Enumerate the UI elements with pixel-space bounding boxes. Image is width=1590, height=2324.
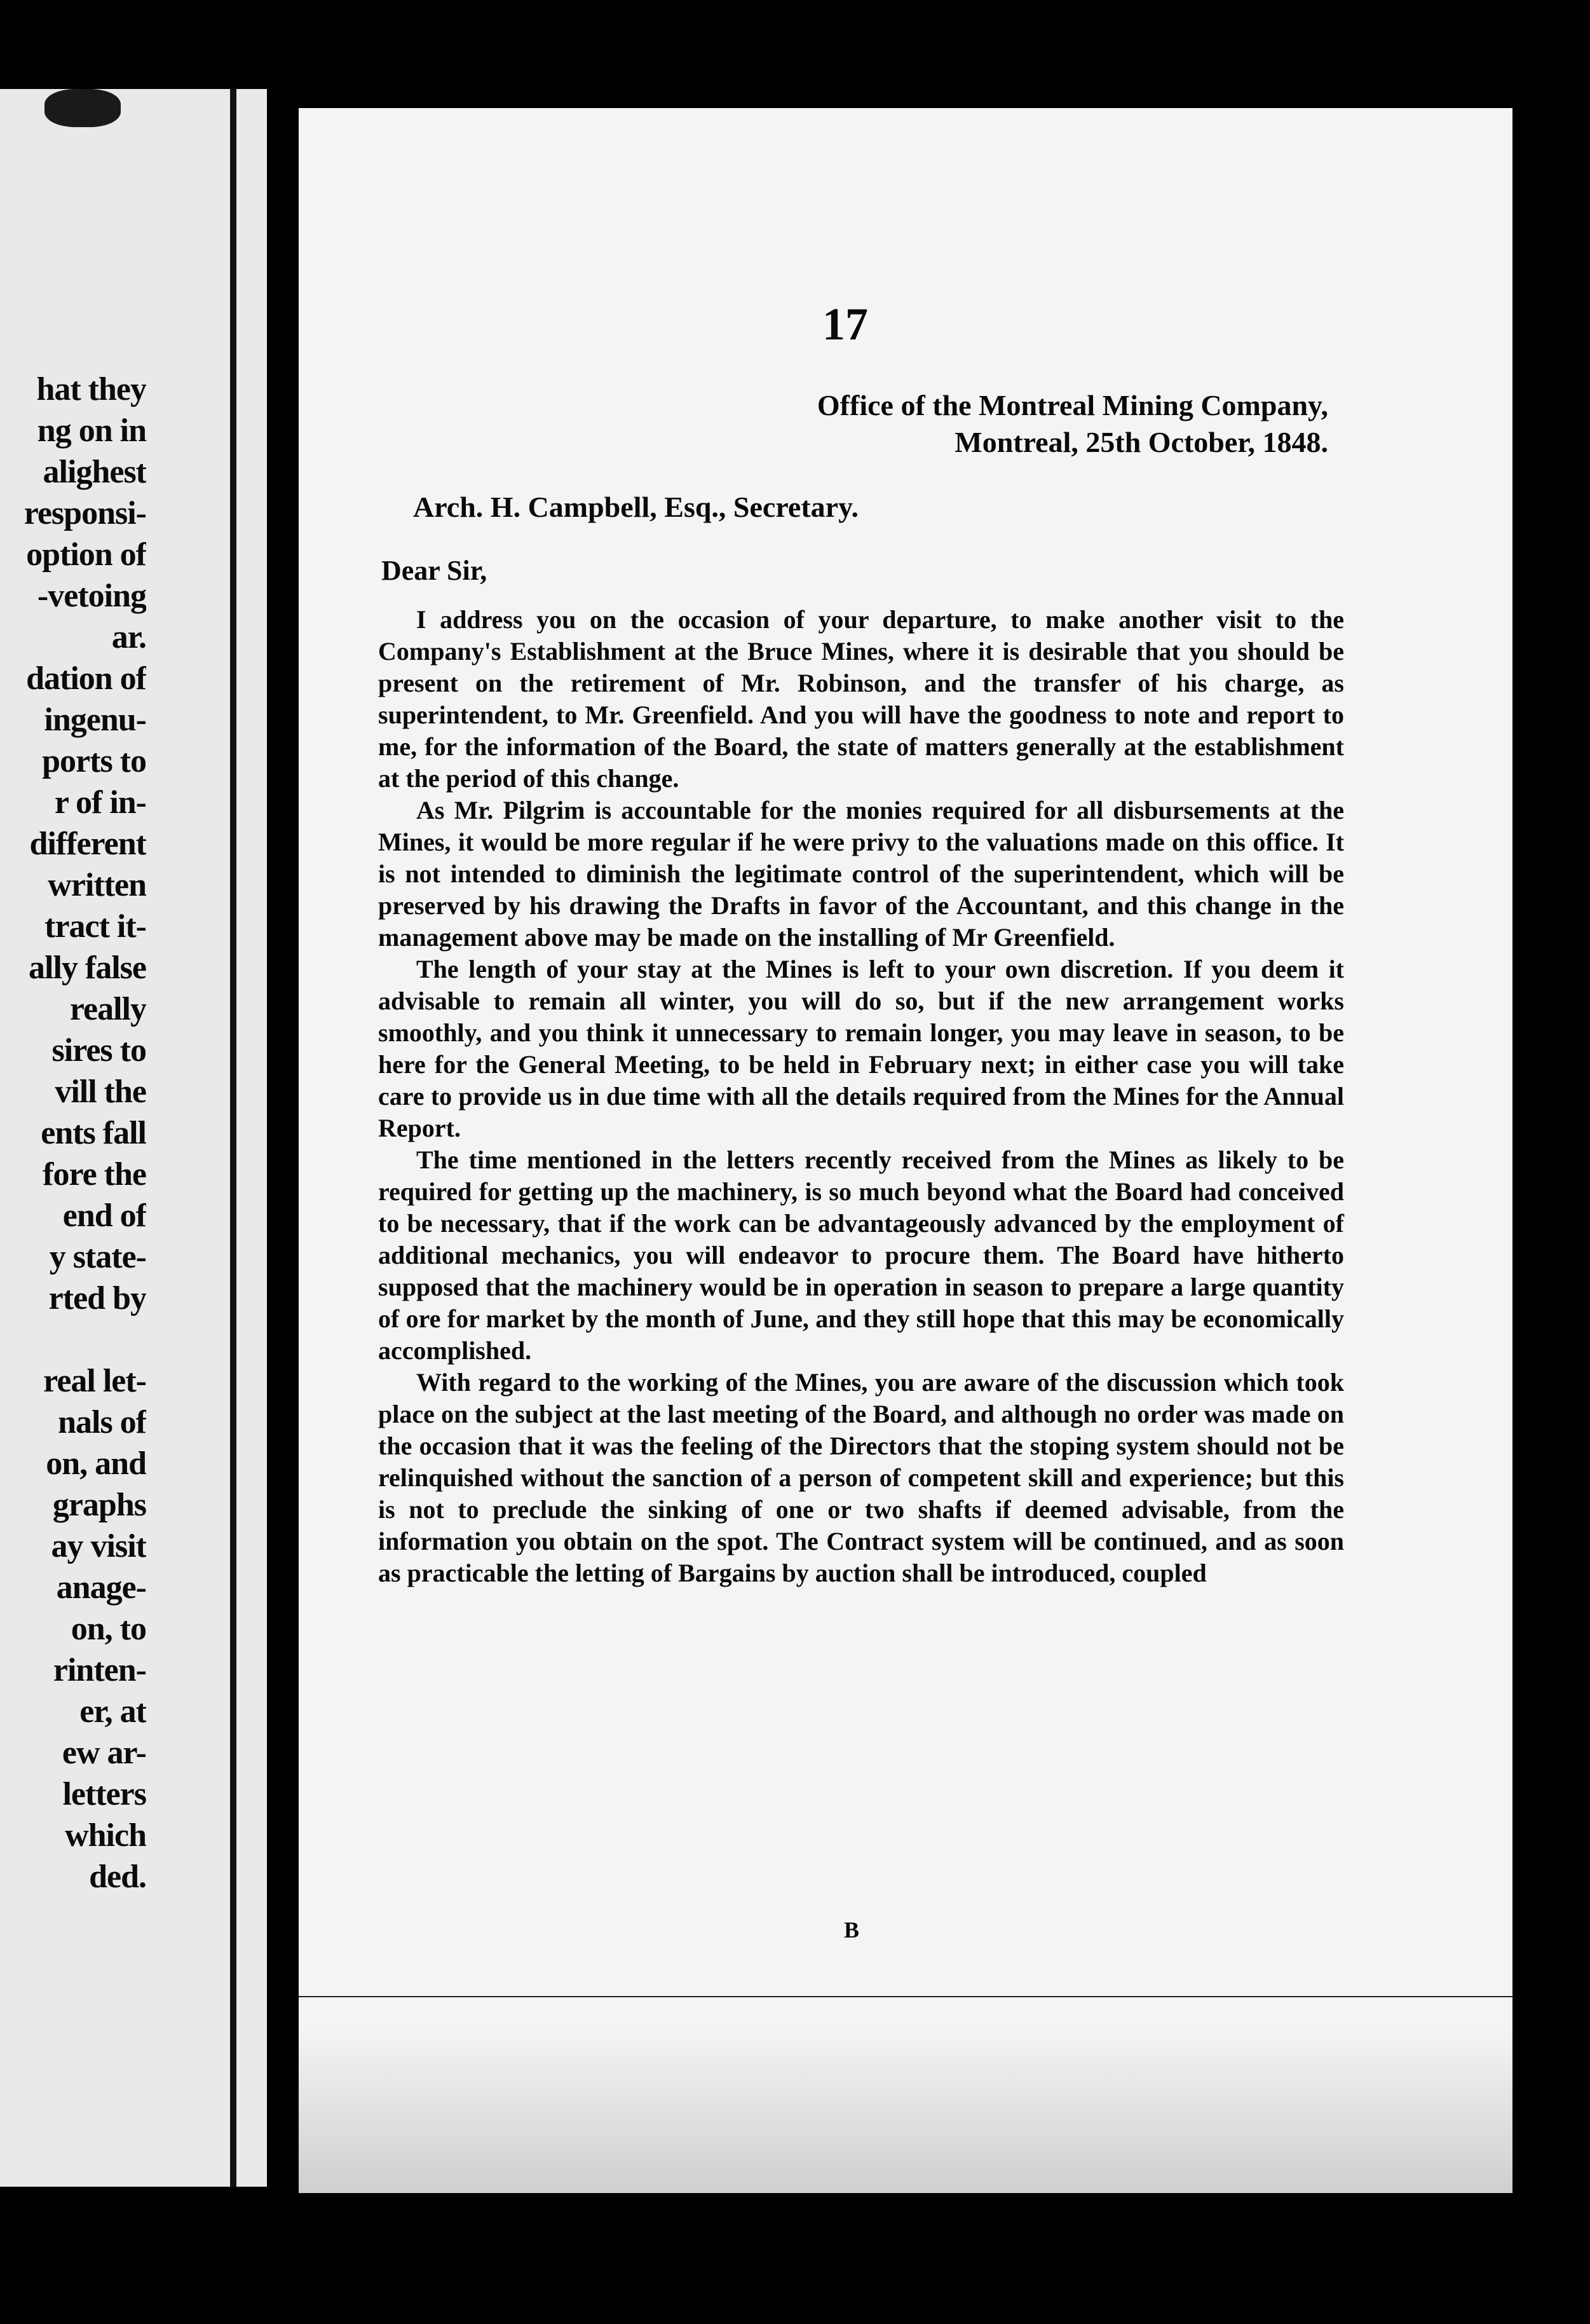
left-fragment-line: ng on in — [37, 413, 146, 449]
left-fragment-line: r of in- — [54, 784, 146, 821]
letter-body — [378, 604, 1344, 1589]
left-fragment-line: ar. — [111, 619, 146, 655]
left-fragment-line: option of — [26, 537, 146, 573]
left-fragment-line: vill the — [55, 1074, 146, 1110]
page-number: 17 — [822, 299, 868, 350]
left-fragment-line: er, at — [79, 1693, 146, 1730]
page-shadow — [299, 2028, 1512, 2193]
signature-mark: B — [843, 1917, 859, 1943]
left-fragment-line: responsi- — [24, 495, 146, 531]
ink-stain — [44, 89, 121, 127]
left-fragment-line: ew ar- — [62, 1735, 146, 1771]
letter-salutation: Dear Sir, — [381, 555, 487, 586]
body-paragraph: The time mentioned in the letters recently received from the Mines as likely to be required for getting up the machinery, is so much beyond what the Board had conceived to be necessary, that if the work can be advantageously advanced by the employment of additional mechanics, you will endeavor to procure them. The Board have hitherto supposed that the machinery would be in operation in season to prepare a large quantity of ore for market by the month of June, and they still hope that this may be economically accomplished. — [378, 1145, 1344, 1365]
left-fragment-line: end of — [62, 1198, 146, 1234]
left-fragment-line: hat they — [36, 371, 146, 407]
left-fragment-line: anage- — [56, 1569, 146, 1606]
page-bottom-edge — [299, 1996, 1512, 1997]
left-fragment-line — [0, 1319, 146, 1360]
left-fragment-line: letters — [62, 1776, 146, 1812]
letter-date: Montreal, 25th October, 1848. — [955, 426, 1328, 458]
left-fragment-line: alighest — [43, 454, 146, 490]
body-paragraph: The length of your stay at the Mines is left to your own discretion. If you deem it advisable to remain all winter, you will do so, but if the new arrangement works smoothly, and you think it unnecessary to remain longer, you may leave in season, to be here for the General Meeting, to be held in February next; in either case you will take care to provide us in due time with all the details required from the Mines for the Annual Report. — [378, 955, 1344, 1142]
left-fragment-line: on, and — [46, 1446, 146, 1482]
left-fragment-line: real let- — [43, 1363, 146, 1399]
left-page-text-column — [0, 369, 146, 1897]
left-fragment-line: on, to — [71, 1611, 146, 1647]
left-fragment-line: rted by — [48, 1280, 146, 1316]
left-page-fragment — [0, 89, 267, 2187]
left-fragment-line: ents fall — [41, 1115, 146, 1151]
left-fragment-line: written — [48, 867, 146, 903]
left-fragment-line: y state- — [49, 1239, 146, 1275]
left-fragment-line: nals of — [58, 1404, 146, 1440]
left-fragment-line: which — [65, 1817, 146, 1854]
left-fragment-line: -vetoing — [37, 578, 146, 614]
page-fold-line — [230, 89, 236, 2187]
left-fragment-line: different — [29, 826, 146, 862]
letter-addressee: Arch. H. Campbell, Esq., Secretary. — [413, 491, 859, 523]
body-paragraph: With regard to the working of the Mines, you are aware of the discussion which took place on the subject at the last meeting of the Board, and although no order was made on the occasion that it was the feeling of the Directors that the stoping system should not be relinquished without the sanction of a person of competent skill and experience; but this is not to preclude the sinking of one or two shafts if deemed advisable, from the information you obtain on the spot. The Contract system will be continued, and as soon as practicable the letting of Bargains by auction shall be introduced, coupled — [378, 1368, 1344, 1587]
left-fragment-line: fore the — [43, 1156, 146, 1193]
left-fragment-line: ally false — [29, 950, 146, 986]
left-fragment-line: really — [69, 991, 146, 1027]
body-paragraph: I address you on the occasion of your departure, to make another visit to the Company's Establishment at the Bruce Mines, where it is desirable that you should be present on the retirement of Mr. Robinson, and the transfer of his charge, as superintendent, to Mr. Greenfield. And you will have the goodness to note and report to me, for the information of the Board, the state of matters generally at the establishment at the period of this change. — [378, 605, 1344, 793]
left-fragment-line: rinten- — [53, 1652, 146, 1688]
left-fragment-line: graphs — [52, 1487, 146, 1523]
left-fragment-line: ports to — [42, 743, 146, 779]
document-page — [299, 108, 1512, 2193]
left-fragment-line: tract it- — [44, 908, 146, 945]
left-fragment-line: ded. — [89, 1859, 146, 1895]
left-fragment-line: sires to — [51, 1032, 146, 1069]
left-fragment-line: dation of — [26, 660, 146, 697]
letterhead-office: Office of the Montreal Mining Company, — [817, 389, 1328, 421]
body-paragraph: As Mr. Pilgrim is accountable for the monies required for all disbursements at the Mines, it would be more regular if he were privy to the valuations made on this office. It is not intended to diminish the legitimate control of the superintendent, which will be preserved by his drawing the Drafts in favor of the Accountant, and this change in the management above may be made on the installing of Mr Greenfield. — [378, 796, 1344, 952]
left-fragment-line: ingenu- — [44, 702, 146, 738]
left-fragment-line: ay visit — [51, 1528, 146, 1564]
